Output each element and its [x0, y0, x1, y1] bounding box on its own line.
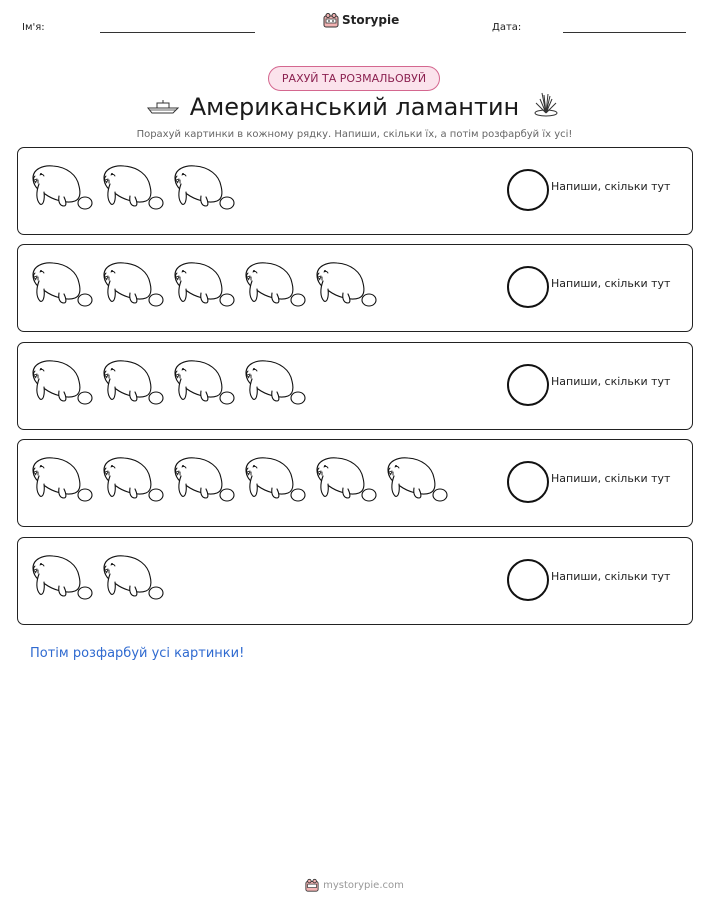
picture-group — [29, 162, 235, 212]
answer-label: Напиши, скільки тут — [551, 180, 671, 193]
manatee-icon[interactable] — [171, 259, 235, 309]
count-row — [17, 147, 693, 235]
answer-label: Напиши, скільки тут — [551, 375, 671, 388]
date-label: Дата: — [492, 22, 522, 33]
name-label: Ім'я: — [22, 22, 45, 33]
answer-circle[interactable] — [507, 461, 549, 503]
date-field[interactable] — [563, 32, 686, 33]
page-title: Американський ламантин — [189, 93, 520, 121]
manatee-icon[interactable] — [29, 162, 93, 212]
storypie-logo-icon — [305, 878, 319, 892]
answer-circle[interactable] — [507, 559, 549, 601]
manatee-icon[interactable] — [29, 357, 93, 407]
storypie-logo-icon — [323, 12, 339, 28]
manatee-icon[interactable] — [29, 552, 93, 602]
footer — [0, 878, 709, 892]
manatee-icon[interactable] — [171, 357, 235, 407]
instructions: Порахуй картинки в кожному рядку. Напиши, скільки їх, а потім розфарбуй їх усі! — [136, 129, 573, 140]
manatee-icon[interactable] — [171, 162, 235, 212]
footer-url: mystorypie.com — [323, 879, 404, 891]
manatee-icon[interactable] — [100, 357, 164, 407]
answer-label: Напиши, скільки тут — [551, 472, 671, 485]
count-row — [17, 342, 693, 430]
count-row — [17, 244, 693, 332]
manatee-icon[interactable] — [313, 259, 377, 309]
manatee-icon[interactable] — [100, 259, 164, 309]
manatee-icon[interactable] — [313, 454, 377, 504]
picture-group — [29, 259, 377, 309]
manatee-icon[interactable] — [242, 454, 306, 504]
name-field[interactable] — [100, 32, 255, 33]
manatee-icon[interactable] — [100, 454, 164, 504]
manatee-icon[interactable] — [384, 454, 448, 504]
picture-group — [29, 357, 306, 407]
answer-label: Напиши, скільки тут — [551, 277, 671, 290]
manatee-icon[interactable] — [100, 162, 164, 212]
answer-circle[interactable] — [507, 169, 549, 211]
manatee-icon[interactable] — [29, 259, 93, 309]
manatee-icon[interactable] — [171, 454, 235, 504]
picture-group — [29, 454, 448, 504]
picture-group — [29, 552, 164, 602]
seagrass-icon — [531, 91, 561, 117]
count-row — [17, 537, 693, 625]
manatee-icon[interactable] — [242, 357, 306, 407]
manatee-icon[interactable] — [242, 259, 306, 309]
coloring-note: Потім розфарбуй усі картинки! — [30, 646, 245, 661]
count-row — [17, 439, 693, 527]
manatee-icon[interactable] — [29, 454, 93, 504]
answer-circle[interactable] — [507, 266, 549, 308]
answer-circle[interactable] — [507, 364, 549, 406]
answer-label: Напиши, скільки тут — [551, 570, 671, 583]
brand-name: Storypie — [342, 13, 400, 27]
manatee-icon[interactable] — [100, 552, 164, 602]
activity-badge: РАХУЙ ТА РОЗМАЛЬОВУЙ — [268, 66, 440, 91]
brand-logo — [323, 12, 399, 28]
